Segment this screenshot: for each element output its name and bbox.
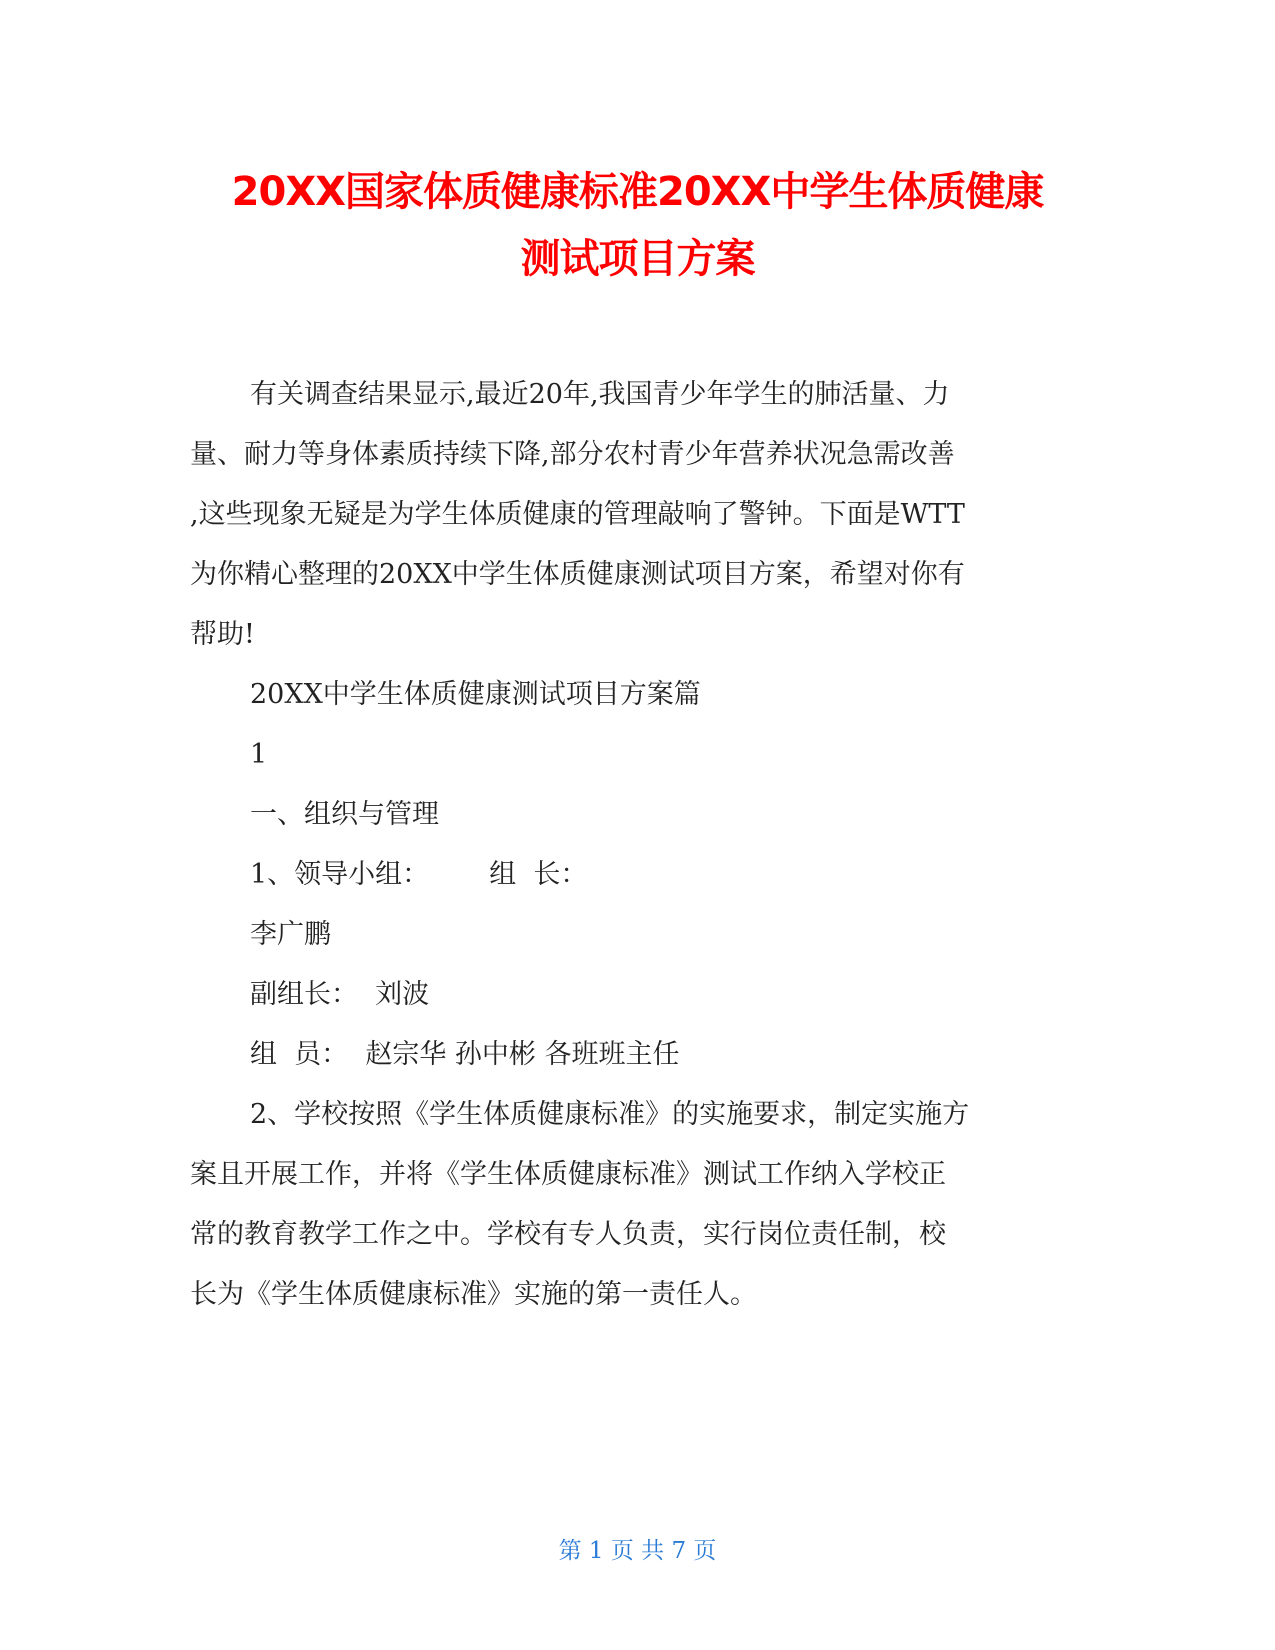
section-number: 1 bbox=[250, 739, 268, 770]
para2-line-2: 案且开展工作，并将《学生体质健康标准》测试工作纳入学校正 bbox=[190, 1159, 946, 1190]
intro-line-5: 帮助! bbox=[190, 619, 255, 650]
deputy-line: 副组长： 刘波 bbox=[250, 979, 430, 1010]
intro-line-4: 为你精心整理的20XX中学生体质健康测试项目方案，希望对你有 bbox=[190, 559, 965, 590]
page-number-text: 第 1 页 共 7 页 bbox=[558, 1538, 717, 1564]
heading-organization: 一、组织与管理 bbox=[250, 799, 439, 830]
document-body bbox=[190, 365, 1090, 1325]
intro-line-1: 有关调查结果显示,最近20年,我国青少年学生的肺活量、力 bbox=[250, 379, 950, 410]
para2-line-4: 长为《学生体质健康标准》实施的第一责任人。 bbox=[190, 1279, 757, 1310]
leadership-line: 1、领导小组： 组 长： bbox=[250, 859, 588, 890]
page-footer bbox=[0, 1538, 1275, 1564]
leader-name: 李广鹏 bbox=[250, 919, 331, 950]
section-heading: 20XX中学生体质健康测试项目方案篇 bbox=[250, 679, 701, 710]
intro-line-2: 量、耐力等身体素质持续下降,部分农村青少年营养状况急需改善 bbox=[190, 439, 955, 470]
document-title-line-2: 测试项目方案 bbox=[520, 236, 755, 282]
document-title-line-1: 20XX国家体质健康标准20XX中学生体质健康 bbox=[231, 169, 1044, 215]
intro-line-3: ,这些现象无疑是为学生体质健康的管理敲响了警钟。下面是WTT bbox=[190, 499, 965, 530]
para2-line-1: 2、学校按照《学生体质健康标准》的实施要求，制定实施方 bbox=[250, 1099, 970, 1130]
members-line: 组 员： 赵宗华 孙中彬 各班班主任 bbox=[250, 1039, 680, 1070]
para2-line-3: 常的教育教学工作之中。学校有专人负责，实行岗位责任制，校 bbox=[190, 1219, 946, 1250]
